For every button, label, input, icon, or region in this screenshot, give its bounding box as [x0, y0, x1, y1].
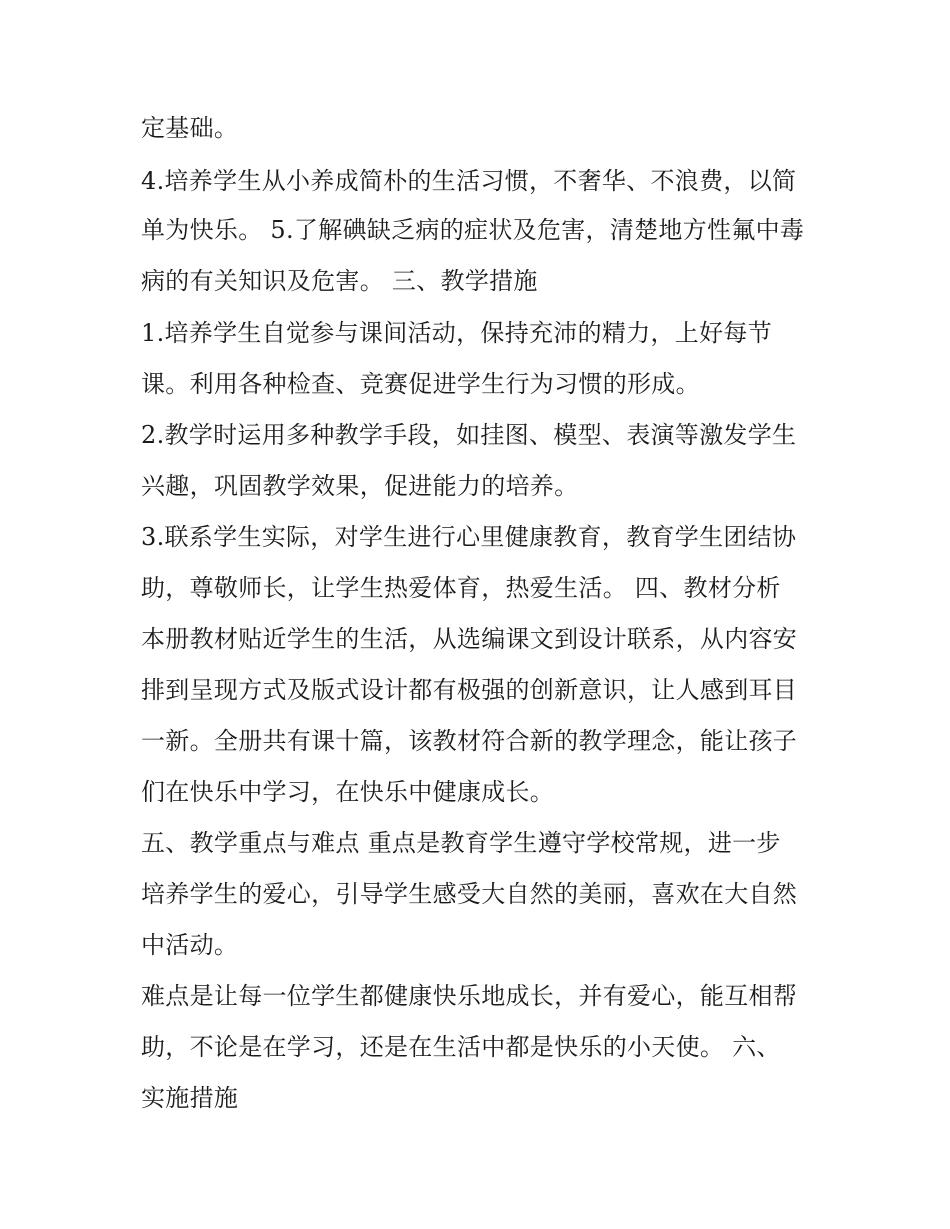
text-line: 单为快乐。 5.了解碘缺乏病的症状及危害，清楚地方性氟中毒: [141, 216, 805, 244]
text-line: 2.教学时运用多种教学手段，如挂图、模型、表演等激发学生: [141, 421, 797, 449]
text-line: 4.培养学生从小养成简朴的生活习惯，不奢华、不浪费，以简: [141, 167, 797, 195]
text-line: 培养学生的爱心，引导学生感受大自然的美丽，喜欢在大自然: [141, 880, 798, 908]
text-line: 们在快乐中学习，在快乐中健康成长。: [141, 778, 555, 806]
text-line: 一新。全册共有课十篇，该教材符合新的教学理念，能让孩子: [141, 727, 798, 755]
text-line: 3.联系学生实际，对学生进行心里健康教育，教育学生团结协: [141, 523, 797, 551]
text-line: 定基础。: [141, 114, 239, 142]
text-line: 病的有关知识及危害。 三、教学措施: [141, 267, 538, 295]
text-line: 中活动。: [141, 931, 239, 959]
text-line: 本册教材贴近学生的生活，从选编课文到设计联系，从内容安: [141, 625, 798, 653]
text-line: 1.培养学生自觉参与课间活动，保持充沛的精力，上好每节: [141, 319, 772, 347]
text-line: 五、教学重点与难点 重点是教育学生遵守学校常规，进一步: [141, 829, 781, 857]
text-line: 实施措施: [141, 1084, 239, 1112]
text-line: 排到呈现方式及版式设计都有极强的创新意识，让人感到耳目: [141, 676, 798, 704]
text-line: 课。利用各种检查、竞赛促进学生行为习惯的形成。: [141, 370, 700, 398]
text-line: 难点是让每一位学生都健康快乐地成长，并有爱心，能互相帮: [141, 982, 798, 1010]
text-line: 兴趣，巩固教学效果，促进能力的培养。: [141, 472, 579, 500]
text-line: 助，不论是在学习，还是在生活中都是快乐的小天使。 六、: [141, 1033, 781, 1061]
text-line: 助，尊敬师长，让学生热爱体育，热爱生活。 四、教材分析: [141, 574, 781, 602]
